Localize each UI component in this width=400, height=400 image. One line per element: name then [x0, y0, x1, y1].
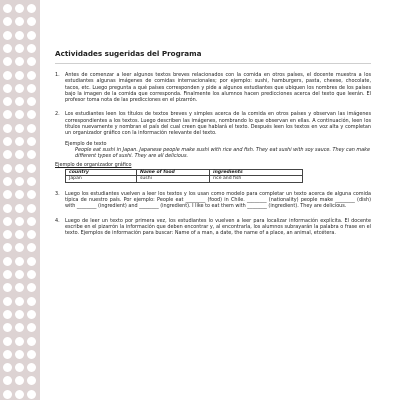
graphic-organizer-table	[65, 169, 303, 183]
decorative-dot	[15, 124, 24, 133]
decorative-dot	[15, 84, 24, 93]
decorative-dot	[15, 137, 24, 146]
decorative-dot	[3, 310, 12, 319]
decorative-dot	[3, 57, 12, 66]
decorative-dot	[3, 297, 12, 306]
decorative-dot	[27, 337, 36, 346]
decorative-dot	[27, 71, 36, 80]
decorative-dot	[27, 190, 36, 199]
organizer-label: Ejemplo de organizador gráfico	[55, 161, 132, 168]
decorative-dot	[27, 124, 36, 133]
decorative-dot	[27, 137, 36, 146]
list-item-1	[55, 72, 371, 103]
item-text: Luego los estudiantes vuelven a leer los textos y los usan como modelo para completar un texto acerca de alguna comida típica de nuestro país. Por ejemplo: People eat ________ (food) in Chile. ________ (nationality) people make ________ (dish) with ________ (ingredient) and ________ (ingredient). I like to eat them with ________ (ingredient). They are delicious.	[65, 190, 371, 210]
document-page	[40, 0, 400, 400]
decorative-dot	[27, 323, 36, 332]
decorative-dot	[27, 4, 36, 13]
activities-list	[55, 72, 371, 160]
decorative-dot	[15, 57, 24, 66]
decorative-dot	[15, 71, 24, 80]
decorative-dot	[3, 84, 12, 93]
decorative-dot	[3, 376, 12, 385]
decorative-dot	[27, 97, 36, 106]
decorative-dot	[15, 190, 24, 199]
decorative-dot	[3, 190, 12, 199]
decorative-dot	[15, 363, 24, 372]
item-number: 1.	[55, 72, 60, 78]
decorative-dot	[27, 31, 36, 40]
decorative-dot	[3, 164, 12, 173]
decorative-dot	[15, 270, 24, 279]
decorative-dot	[27, 283, 36, 292]
table-cell: Japan	[66, 176, 137, 182]
decorative-dot	[15, 177, 24, 186]
column-header: Name of food	[137, 169, 210, 175]
decorative-dot	[3, 110, 12, 119]
decorative-dot	[3, 230, 12, 239]
decorative-dot	[15, 297, 24, 306]
decorative-dot	[27, 230, 36, 239]
page-title: Actividades sugeridas del Programa	[55, 49, 202, 58]
decorative-dot	[15, 17, 24, 26]
decorative-dot	[15, 337, 24, 346]
decorative-dot	[27, 257, 36, 266]
decorative-dot	[27, 57, 36, 66]
decorative-dot	[27, 390, 36, 399]
item-number: 2.	[55, 111, 60, 118]
decorative-dot	[27, 150, 36, 159]
list-item-3	[55, 191, 371, 210]
decorative-dot	[27, 297, 36, 306]
example-label: Ejemplo de texto	[65, 140, 107, 147]
decorative-dot	[3, 4, 12, 13]
decorative-dot	[15, 310, 24, 319]
decorative-dot	[3, 363, 12, 372]
decorative-dot	[3, 137, 12, 146]
decorative-dot	[15, 44, 24, 53]
decorative-dot	[3, 177, 12, 186]
decorative-dot	[3, 257, 12, 266]
left-decorative-strip	[0, 0, 40, 400]
decorative-dot	[27, 44, 36, 53]
table-cell: sushi	[137, 176, 210, 182]
decorative-dot	[15, 390, 24, 399]
decorative-dot	[15, 204, 24, 213]
decorative-dot	[3, 17, 12, 26]
decorative-dot	[3, 97, 12, 106]
decorative-dot	[15, 243, 24, 252]
table-row	[66, 176, 303, 182]
decorative-dot	[3, 31, 12, 40]
decorative-dot	[15, 4, 24, 13]
decorative-dot	[15, 217, 24, 226]
decorative-dot	[27, 204, 36, 213]
item-number: 3.	[55, 190, 60, 197]
decorative-dot	[15, 164, 24, 173]
item-body	[65, 111, 371, 159]
decorative-dot	[3, 270, 12, 279]
decorative-dot	[15, 230, 24, 239]
decorative-dot	[3, 243, 12, 252]
decorative-dot	[27, 270, 36, 279]
item-text: Luego de leer un texto por primera vez, los estudiantes lo vuelven a leer para localizar información explícita. El docente escribe en el pizarrón la información que deben encontrar y, al encontrarla, los alumnos subrayarán la palabra o frase en el texto. Ejemplos de información para buscar: Name of a man, a date, the name of a place, an animal, etcétera.	[65, 217, 371, 237]
example-text: People eat sushi in Japan. Japanese people make sushi with rice and fish. They eat sushi with soy sauce. They can make different types of sushi. They are all delicious.	[75, 146, 370, 160]
decorative-dot	[3, 217, 12, 226]
decorative-dot	[3, 323, 12, 332]
decorative-dot	[3, 71, 12, 80]
decorative-dot	[27, 217, 36, 226]
decorative-dot	[15, 350, 24, 359]
item-number: 4.	[55, 217, 60, 224]
decorative-dot	[27, 376, 36, 385]
decorative-dot	[27, 17, 36, 26]
decorative-dot	[15, 283, 24, 292]
decorative-dot	[15, 376, 24, 385]
decorative-dot	[3, 124, 12, 133]
list-item-2	[55, 111, 371, 159]
decorative-dot	[15, 97, 24, 106]
activities-list-continued	[55, 191, 371, 237]
table-cell: rice and fish	[210, 176, 303, 182]
decorative-dot	[27, 84, 36, 93]
decorative-dot	[15, 257, 24, 266]
decorative-dot	[3, 150, 12, 159]
decorative-dot	[27, 164, 36, 173]
decorative-dot	[15, 150, 24, 159]
decorative-dot	[3, 283, 12, 292]
decorative-dot	[3, 390, 12, 399]
decorative-dot	[27, 363, 36, 372]
decorative-dot	[15, 31, 24, 40]
decorative-dot	[27, 350, 36, 359]
column-header: ingredients	[210, 169, 303, 175]
decorative-dot	[27, 177, 36, 186]
decorative-dot	[27, 310, 36, 319]
decorative-dot	[3, 350, 12, 359]
decorative-dot	[27, 243, 36, 252]
column-header: country	[66, 169, 137, 175]
decorative-dot	[3, 204, 12, 213]
list-item-4	[55, 218, 371, 237]
decorative-dot	[3, 337, 12, 346]
item-text: Los estudiantes leen los títulos de textos breves y simples acerca de la comida en otros países y observan las imágenes correspondientes a los textos. Luego describen las imágenes, nombrando lo que observan en ellas. A continuación, leen los títulos nuevamente y nombran el país del cual creen que hablará el texto. Después leen los textos en voz alta y completan un organizador gráfico con la información relevante del texto.	[65, 111, 371, 137]
decorative-dot	[3, 44, 12, 53]
decorative-dot	[15, 110, 24, 119]
decorative-dot	[15, 323, 24, 332]
item-text: Antes de comenzar a leer algunos textos breves relacionados con la comida en otros países, el docente muestra a los estudiantes algunas imágenes de comidas internacionales; por ejemplo: sushi, hamburgers, pasta, cheese, chocolate, tacos, etc. Luego pregunta a qué países corresponden y pide a algunos estudiantes que ubiquen los nombres de los países bajo la imagen de la comida que corresponda. Finalmente los alumnos hacen predicciones acerca del texto que leerán. El profesor toma nota de las predicciones en el pizarrón.	[65, 72, 371, 104]
decorative-dot	[27, 110, 36, 119]
page-content	[55, 49, 371, 244]
